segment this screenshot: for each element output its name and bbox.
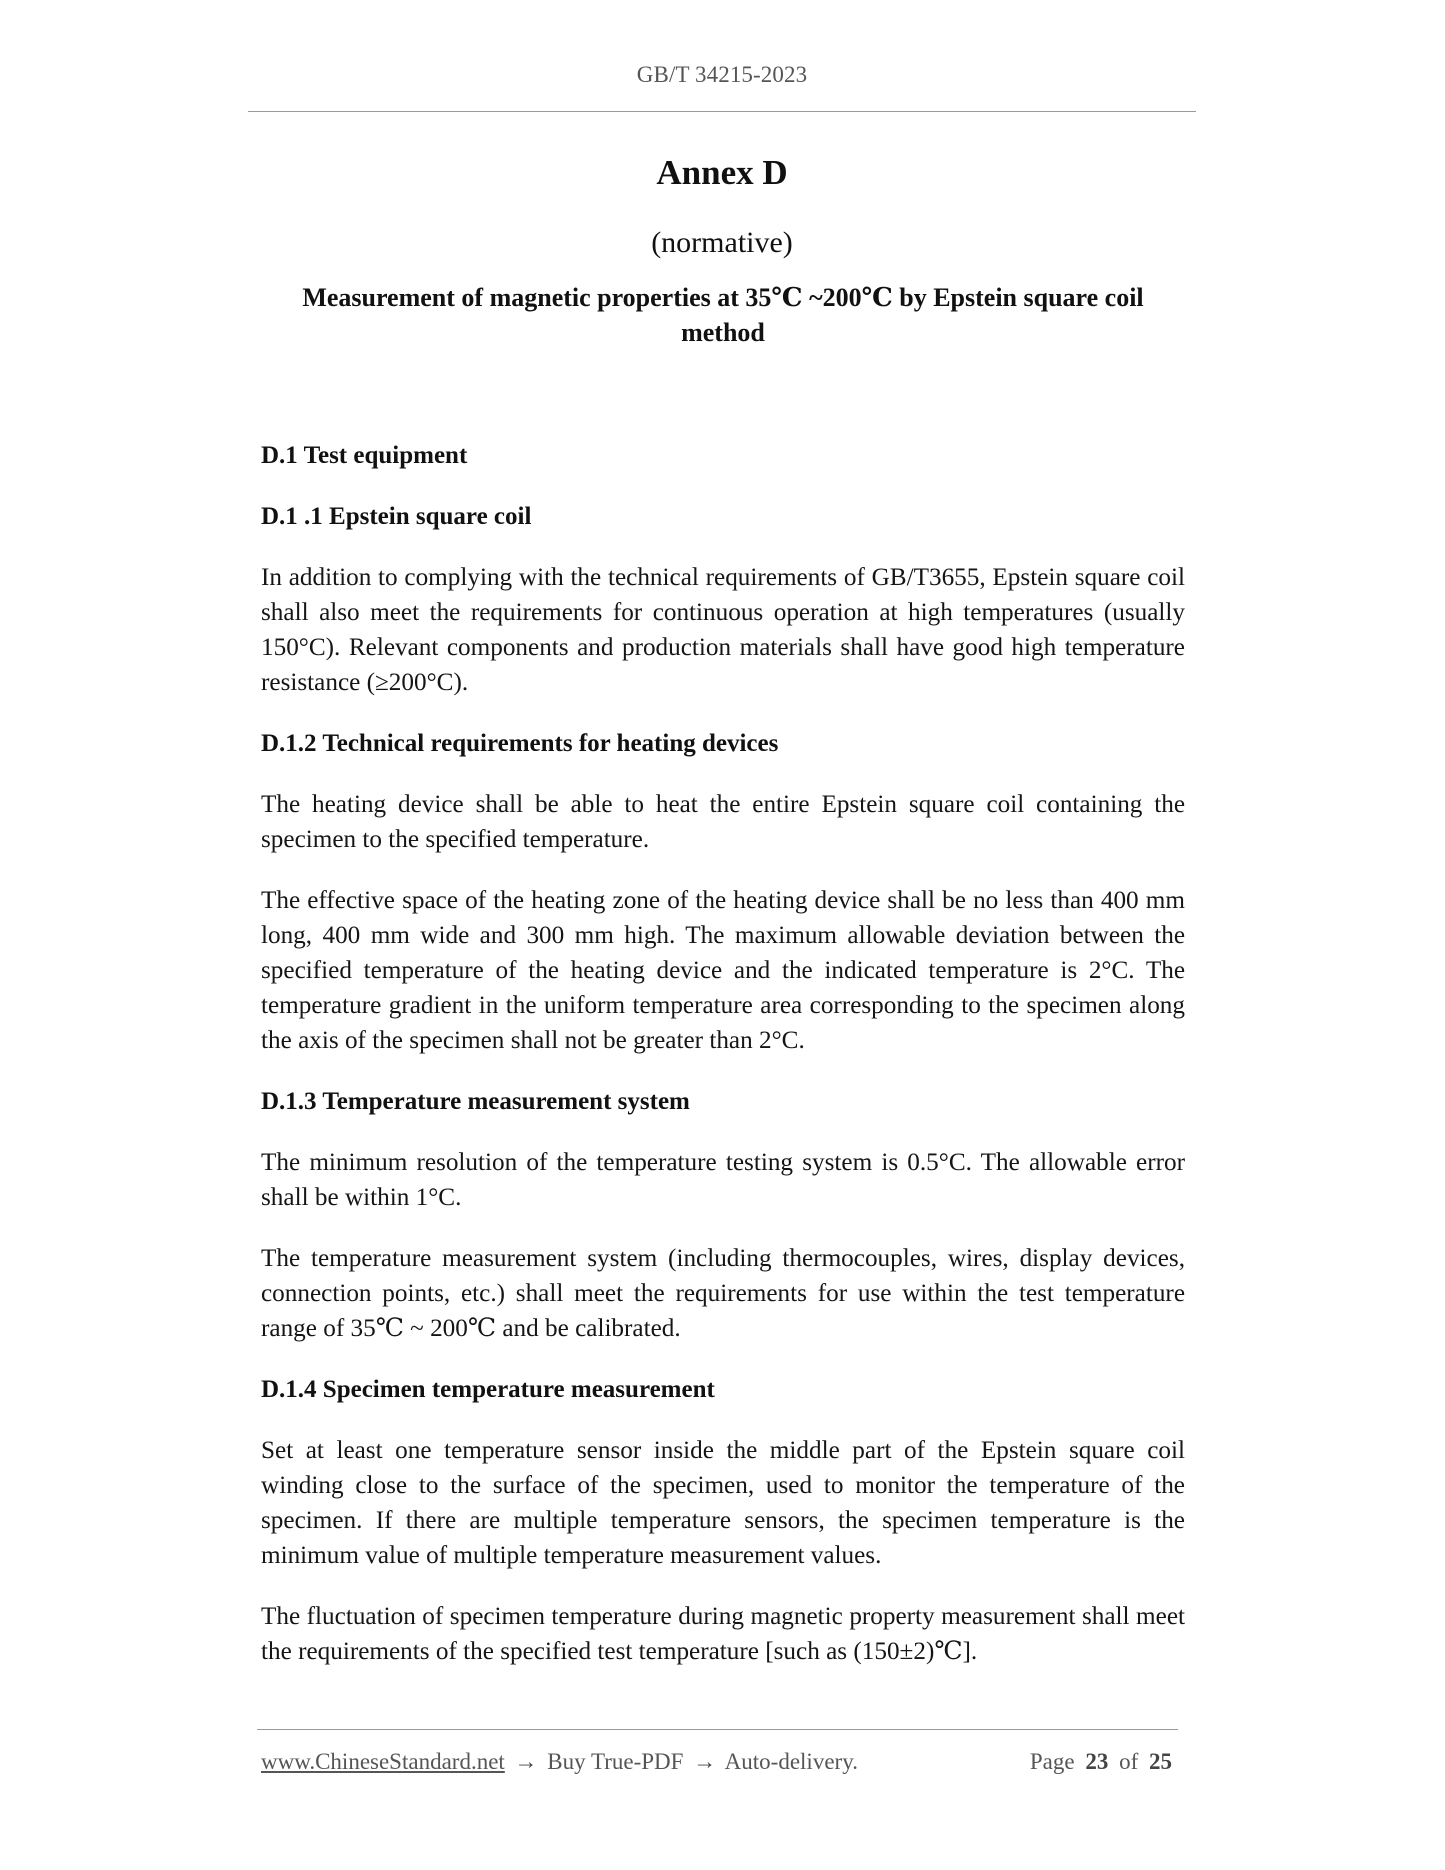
page-label: Page (1029, 1749, 1075, 1774)
section-heading-d1-2: D.1.2 Technical requirements for heating devices (261, 730, 779, 757)
header-divider (248, 111, 1196, 112)
paragraph: The effective space of the heating zone of the heating device shall be no less than 400 mm long, 400 mm wide and 300 mm high. The maximum allowable deviation between the specified temperature of the heating device and the indicated temperature is 2°C. The temperature gradient in the uniform temperature area corresponding to the specimen along the axis of the specimen shall not be greater than 2°C. (261, 887, 1185, 1054)
document-body (261, 438, 1185, 1669)
website-link[interactable]: www.ChineseStandard.net (261, 1749, 505, 1774)
total-pages: 25 (1149, 1749, 1172, 1774)
paragraph: The minimum resolution of the temperature testing system is 0.5°C. The allowable error shall be within 1°C. (261, 1149, 1185, 1211)
footer-step-buy: Buy True-PDF (547, 1749, 684, 1774)
footer-promo (261, 1749, 858, 1775)
annex-type: (normative) (651, 226, 793, 259)
paragraph: In addition to complying with the technical requirements of GB/T3655, Epstein square coil shall also meet the requirements for continuous operation at high temperatures (usually 150°C). Relevant components and production materials shall have good high temperature resistance (≥200°C). (261, 564, 1185, 696)
footer-step-delivery: Auto-delivery. (724, 1749, 858, 1774)
paragraph: Set at least one temperature sensor inside the middle part of the Epstein square coil winding close to the surface of the specimen, used to monitor the temperature of the specimen. If there are multiple temperature sensors, the specimen temperature is the minimum value of multiple temperature measurement values. (261, 1437, 1185, 1569)
section-heading-d1-3: D.1.3 Temperature measurement system (261, 1088, 690, 1115)
paragraph: The heating device shall be able to heat the entire Epstein square coil containing the specimen to the specified temperature. (261, 791, 1185, 853)
arrow-right-icon: → (693, 1749, 717, 1774)
paragraph: The temperature measurement system (including thermocouples, wires, display devices, connection points, etc.) shall meet the requirements for use within the test temperature range of 35℃ ~ 200℃ and be calibrated. (261, 1245, 1185, 1342)
annex-subtitle: Measurement of magnetic properties at 35℃ ~200℃ by Epstein square coil method (302, 283, 1144, 347)
paragraph: The fluctuation of specimen temperature during magnetic property measurement shall meet the requirements of the specified test temperature [such as (150±2)℃]. (261, 1603, 1185, 1665)
section-heading-d1-1: D.1 .1 Epstein square coil (261, 503, 532, 530)
current-page: 23 (1085, 1749, 1109, 1774)
of-label: of (1119, 1749, 1139, 1774)
document-code-header: GB/T 34215-2023 (636, 62, 808, 87)
annex-title: Annex D (656, 153, 788, 192)
footer-divider (257, 1729, 1178, 1730)
section-heading-d1: D.1 Test equipment (261, 442, 468, 469)
page-number (1030, 1749, 1177, 1775)
section-heading-d1-4: D.1.4 Specimen temperature measurement (261, 1376, 715, 1403)
arrow-right-icon: → (514, 1749, 538, 1774)
